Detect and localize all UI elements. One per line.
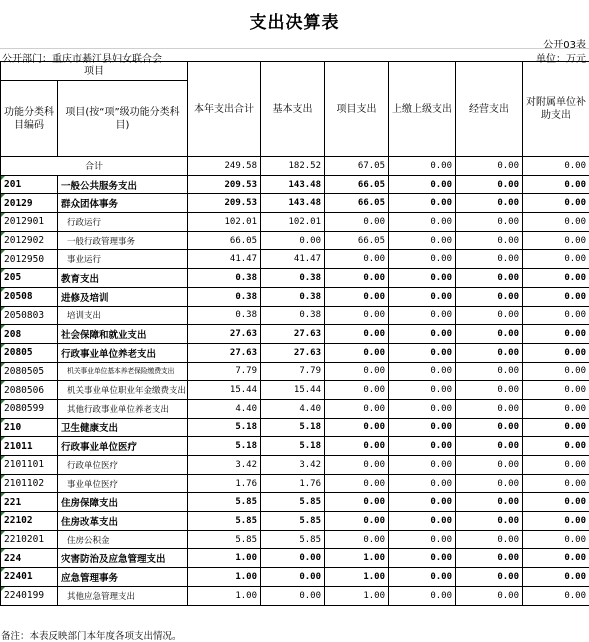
row-value: 0.00 [389,586,456,605]
row-value: 0.00 [389,343,456,362]
row-value: 0.00 [456,306,523,325]
row-code: 20508 [1,287,58,306]
row-value: 66.05 [325,231,389,250]
row-value: 0.00 [389,437,456,456]
row-value: 0.00 [523,250,589,269]
row-code: 2080506 [1,381,58,400]
row-value: 0.00 [523,568,589,587]
row-value: 0.00 [325,343,389,362]
department-label: 公开部门：重庆市綦江县妇女联合会 [2,54,162,65]
header-upper: 上缴上级支出 [389,62,456,157]
table-row [1,325,589,344]
row-name: 一般公共服务支出 [58,175,188,194]
row-code: 20805 [1,343,58,362]
row-value: 27.63 [261,343,325,362]
row-code: 20129 [1,194,58,213]
row-name: 进修及培训 [58,287,188,306]
row-name: 住房改革支出 [58,512,188,531]
row-value: 1.00 [325,586,389,605]
row-value: 4.40 [261,399,325,418]
header-subsidiary: 对附属单位补助支出 [523,62,589,157]
row-value: 0.00 [523,586,589,605]
row-code: 224 [1,549,58,568]
row-value: 0.00 [456,194,523,213]
row-code: 221 [1,493,58,512]
row-value: 0.00 [456,399,523,418]
table-row [1,194,589,213]
row-name: 社会保障和就业支出 [58,325,188,344]
table-row [1,437,589,456]
table-row [1,231,589,250]
row-value: 5.18 [188,418,261,437]
row-value: 0.00 [456,381,523,400]
table-row [1,381,589,400]
row-value: 0.38 [261,269,325,288]
table-row [1,568,589,587]
table-row [1,269,589,288]
row-value: 41.47 [261,250,325,269]
row-code: 201 [1,175,58,194]
table-row [1,287,589,306]
table-row [1,418,589,437]
total-cell: 182.52 [261,157,325,176]
row-value: 0.00 [523,343,589,362]
row-value: 0.00 [456,175,523,194]
row-name: 教育支出 [58,269,188,288]
row-code: 2012902 [1,231,58,250]
row-name: 事业运行 [58,250,188,269]
table-row [1,474,589,493]
row-value: 0.00 [389,493,456,512]
table-row [1,175,589,194]
row-name: 行政运行 [58,213,188,232]
table-row [1,456,589,475]
row-value: 0.00 [456,549,523,568]
row-code: 205 [1,269,58,288]
row-value: 0.00 [389,474,456,493]
row-value: 0.00 [523,549,589,568]
row-value: 0.38 [188,306,261,325]
row-value: 209.53 [188,175,261,194]
row-value: 0.00 [325,437,389,456]
row-value: 0.00 [389,456,456,475]
row-value: 0.00 [456,474,523,493]
row-code: 2210201 [1,530,58,549]
row-value: 5.85 [188,530,261,549]
row-code: 2080505 [1,362,58,381]
row-value: 0.00 [325,250,389,269]
unit-label: 单位：万元 [536,54,586,65]
table-body [1,157,589,606]
row-value: 0.00 [523,399,589,418]
row-value: 0.00 [456,287,523,306]
total-cell: 67.05 [325,157,389,176]
row-name: 应急管理事务 [58,568,188,587]
row-value: 27.63 [188,343,261,362]
row-code: 2101102 [1,474,58,493]
row-value: 0.00 [325,493,389,512]
row-value: 0.00 [325,512,389,531]
header-total: 本年支出合计 [188,62,261,157]
total-label: 合计 [1,157,188,176]
row-value: 0.00 [389,250,456,269]
row-value: 3.42 [188,456,261,475]
row-name: 住房公积金 [58,530,188,549]
row-value: 143.48 [261,175,325,194]
row-code: 208 [1,325,58,344]
row-value: 5.85 [261,493,325,512]
row-value: 0.00 [389,175,456,194]
row-value: 4.40 [188,399,261,418]
table-row [1,213,589,232]
row-value: 0.00 [389,287,456,306]
row-value: 15.44 [188,381,261,400]
header-business: 经营支出 [456,62,523,157]
row-value: 0.00 [389,269,456,288]
row-value: 0.00 [389,512,456,531]
row-name: 机关事业单位职业年金缴费支出 [58,381,188,400]
row-value: 0.00 [456,231,523,250]
row-value: 0.00 [456,493,523,512]
row-code: 21011 [1,437,58,456]
row-value: 0.00 [523,231,589,250]
total-cell: 0.00 [456,157,523,176]
row-value: 5.18 [188,437,261,456]
row-name: 群众团体事务 [58,194,188,213]
row-value: 0.00 [325,530,389,549]
row-value: 0.00 [261,586,325,605]
row-name: 卫生健康支出 [58,418,188,437]
row-value: 5.18 [261,418,325,437]
row-value: 0.00 [261,568,325,587]
row-value: 0.00 [523,456,589,475]
row-name: 行政事业单位医疗 [58,437,188,456]
row-value: 0.00 [389,325,456,344]
row-value: 102.01 [188,213,261,232]
row-value: 0.38 [188,269,261,288]
row-value: 0.00 [523,418,589,437]
row-value: 5.18 [261,437,325,456]
row-value: 1.00 [325,568,389,587]
row-value: 0.00 [523,213,589,232]
row-name: 住房保障支出 [58,493,188,512]
row-code: 2050803 [1,306,58,325]
row-name: 灾害防治及应急管理支出 [58,549,188,568]
header-basic: 基本支出 [261,62,325,157]
row-value: 1.76 [188,474,261,493]
row-value: 0.00 [456,325,523,344]
row-value: 0.00 [389,399,456,418]
row-value: 0.00 [456,512,523,531]
table-row [1,549,589,568]
row-name: 事业单位医疗 [58,474,188,493]
row-value: 0.00 [389,568,456,587]
total-cell: 0.00 [389,157,456,176]
row-value: 0.00 [456,269,523,288]
row-value: 0.00 [523,194,589,213]
row-code: 22401 [1,568,58,587]
row-code: 22102 [1,512,58,531]
row-value: 0.00 [325,269,389,288]
table-row [1,306,589,325]
table-row [1,530,589,549]
row-value: 0.00 [325,474,389,493]
row-value: 0.00 [325,418,389,437]
total-cell: 0.00 [523,157,589,176]
row-name: 一般行政管理事务 [58,231,188,250]
row-value: 1.00 [325,549,389,568]
row-value: 0.00 [456,362,523,381]
row-value: 66.05 [325,175,389,194]
row-value: 0.00 [389,381,456,400]
row-value: 0.00 [456,343,523,362]
row-value: 41.47 [188,250,261,269]
row-value: 0.00 [523,512,589,531]
table-row [1,512,589,531]
row-code: 2101101 [1,456,58,475]
row-code: 2012901 [1,213,58,232]
row-value: 5.85 [261,512,325,531]
meta-row [0,48,589,65]
row-value: 0.00 [389,231,456,250]
header-func-code: 功能分类科目编码 [1,81,58,157]
row-value: 0.00 [456,418,523,437]
row-value: 27.63 [188,325,261,344]
total-row [1,157,589,176]
row-value: 0.00 [389,418,456,437]
row-value: 0.00 [389,213,456,232]
row-value: 1.00 [188,549,261,568]
row-value: 1.00 [188,568,261,587]
row-value: 15.44 [261,381,325,400]
table-row [1,493,589,512]
footnote: 备注：本表反映部门本年度各项支出情况。 [1,631,182,642]
row-value: 0.00 [325,306,389,325]
row-value: 0.00 [261,231,325,250]
row-value: 0.00 [325,456,389,475]
row-value: 102.01 [261,213,325,232]
row-value: 0.00 [456,530,523,549]
row-value: 0.00 [523,530,589,549]
row-value: 0.00 [456,568,523,587]
row-value: 0.38 [188,287,261,306]
row-value: 0.00 [325,325,389,344]
row-name: 其他应急管理支出 [58,586,188,605]
row-value: 0.00 [523,362,589,381]
row-code: 2012950 [1,250,58,269]
row-value: 0.00 [325,287,389,306]
row-value: 0.00 [456,213,523,232]
row-name: 其他行政事业单位养老支出 [58,399,188,418]
row-value: 143.48 [261,194,325,213]
table-row [1,586,589,605]
row-value: 7.79 [188,362,261,381]
row-value: 5.85 [188,493,261,512]
row-value: 66.05 [188,231,261,250]
table-row [1,362,589,381]
row-value: 0.00 [523,381,589,400]
row-value: 0.00 [523,287,589,306]
row-value: 0.38 [261,306,325,325]
row-value: 0.00 [456,586,523,605]
row-value: 27.63 [261,325,325,344]
row-code: 2080599 [1,399,58,418]
row-code: 210 [1,418,58,437]
table-row [1,343,589,362]
row-value: 0.00 [389,306,456,325]
row-value: 0.00 [389,362,456,381]
row-value: 1.00 [188,586,261,605]
row-value: 0.38 [261,287,325,306]
row-code: 2240199 [1,586,58,605]
row-value: 7.79 [261,362,325,381]
row-value: 0.00 [261,549,325,568]
row-value: 0.00 [325,381,389,400]
row-value: 209.53 [188,194,261,213]
row-value: 0.00 [523,493,589,512]
page-title: 支出决算表 [249,13,340,33]
row-value: 0.00 [389,530,456,549]
expenditure-table [0,61,589,606]
row-name: 培训支出 [58,306,188,325]
row-value: 0.00 [456,250,523,269]
row-value: 0.00 [523,269,589,288]
header-item-group: 项目 [1,62,188,81]
row-value: 0.00 [389,549,456,568]
row-value: 5.85 [261,530,325,549]
header-item-name: 项目(按“项”级功能分类科目) [58,81,188,157]
table-row [1,399,589,418]
row-value: 0.00 [456,456,523,475]
row-value: 0.00 [523,437,589,456]
row-value: 66.05 [325,194,389,213]
table-row [1,250,589,269]
row-value: 0.00 [523,325,589,344]
row-value: 0.00 [325,213,389,232]
row-value: 0.00 [523,175,589,194]
row-name: 行政单位医疗 [58,456,188,475]
total-cell: 249.58 [188,157,261,176]
row-value: 3.42 [261,456,325,475]
row-value: 0.00 [456,437,523,456]
row-value: 5.85 [188,512,261,531]
row-value: 0.00 [389,194,456,213]
row-name: 行政事业单位养老支出 [58,343,188,362]
row-name: 机关事业单位基本养老保险缴费支出 [58,362,188,381]
row-value: 0.00 [523,306,589,325]
row-value: 0.00 [325,362,389,381]
header-project: 项目支出 [325,62,389,157]
row-value: 0.00 [523,474,589,493]
table-id-label: 公开03表 [543,40,586,51]
row-value: 1.76 [261,474,325,493]
row-value: 0.00 [325,399,389,418]
